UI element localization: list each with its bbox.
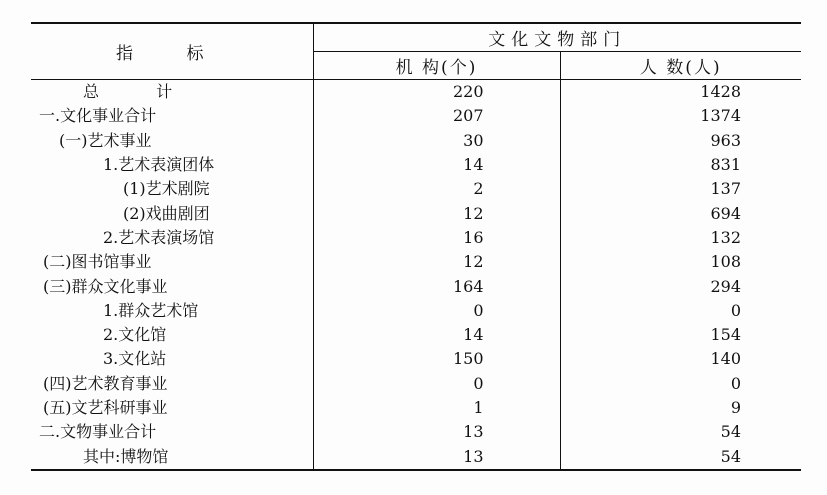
- row-label: (二)图书馆事业: [31, 250, 313, 274]
- row-label: (四)艺术教育事业: [31, 372, 313, 396]
- people-cell: 1428: [700, 82, 741, 102]
- statistics-table: [31, 22, 801, 471]
- people-cell: 54: [720, 422, 741, 442]
- table-row: [31, 80, 801, 105]
- table-row: [31, 104, 801, 128]
- institutions-cell: 16: [313, 226, 560, 250]
- row-label: (三)群众文化事业: [31, 274, 313, 298]
- table-header: [31, 23, 801, 80]
- institutions-cell: 14: [313, 153, 560, 177]
- table-row: [31, 226, 801, 250]
- institutions-cell: 2: [313, 177, 560, 201]
- people-cell: 1374: [700, 106, 741, 126]
- row-label: 二.文物事业合计: [31, 420, 313, 444]
- institutions-cell: 150: [313, 347, 560, 371]
- people-cell: 54: [560, 444, 801, 469]
- institutions-cell: 30: [313, 129, 560, 153]
- table-row: [31, 153, 801, 177]
- table-row: [31, 250, 801, 274]
- people-cell: 137: [710, 179, 741, 199]
- people-cell: 294: [710, 276, 741, 296]
- row-label: (五)文艺科研事业: [31, 396, 313, 420]
- people-cell: 694: [710, 203, 741, 223]
- row-label: (1)艺术剧院: [31, 177, 313, 201]
- row-label: 总 计: [31, 80, 313, 105]
- institutions-cell: 220: [313, 80, 560, 105]
- table-row: [31, 299, 801, 323]
- people-cell: 963: [710, 130, 741, 150]
- institutions-cell: 14: [313, 323, 560, 347]
- table-row: [31, 396, 801, 420]
- row-label: 2.文化馆: [31, 323, 313, 347]
- people-column-header: 人 数(人): [560, 52, 801, 80]
- table-row: [31, 177, 801, 201]
- institutions-column-header: 机 构(个): [313, 52, 560, 80]
- row-label: 一.文化事业合计: [31, 104, 313, 128]
- row-label: 3.文化站: [31, 347, 313, 371]
- table-body: [31, 80, 801, 470]
- row-label: 1.群众艺术馆: [31, 299, 313, 323]
- people-cell: 108: [710, 252, 741, 272]
- row-label: 1.艺术表演团体: [31, 153, 313, 177]
- row-label: (2)戏曲剧团: [31, 201, 313, 225]
- people-cell: 154: [710, 325, 741, 345]
- department-group-header: 文化文物部门: [313, 23, 801, 52]
- people-cell: 0: [730, 300, 741, 320]
- institutions-cell: 12: [313, 250, 560, 274]
- row-label: 2.艺术表演场馆: [31, 226, 313, 250]
- table-row: [31, 129, 801, 153]
- table-row: [31, 444, 801, 469]
- people-cell: 132: [710, 227, 741, 247]
- institutions-cell: 13: [313, 444, 560, 469]
- institutions-cell: 0: [313, 299, 560, 323]
- table-row: [31, 372, 801, 396]
- people-cell: 140: [710, 349, 741, 369]
- table-row: [31, 347, 801, 371]
- institutions-cell: 13: [313, 420, 560, 444]
- people-cell: 831: [710, 155, 741, 175]
- table-row: [31, 201, 801, 225]
- indicator-header: 指 标: [31, 23, 313, 80]
- institutions-cell: 164: [313, 274, 560, 298]
- institutions-cell: 1: [313, 396, 560, 420]
- row-label: (一)艺术事业: [31, 129, 313, 153]
- institutions-cell: 207: [313, 104, 560, 128]
- institutions-cell: 0: [313, 372, 560, 396]
- row-label: 其中:博物馆: [31, 444, 313, 469]
- institutions-cell: 12: [313, 201, 560, 225]
- table-row: [31, 323, 801, 347]
- people-cell: 0: [730, 373, 741, 393]
- table-row: [31, 420, 801, 444]
- table-row: [31, 274, 801, 298]
- people-cell: 9: [730, 398, 741, 417]
